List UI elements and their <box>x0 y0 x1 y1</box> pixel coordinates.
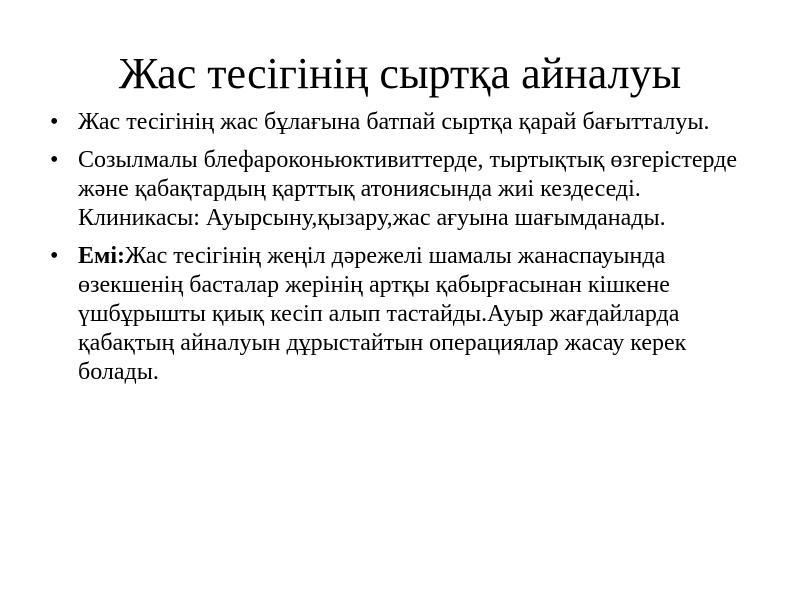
treatment-label: Емі: <box>78 243 126 269</box>
bullet-list <box>48 108 738 396</box>
slide-title: Жас тесігінің сыртқа айналуы <box>118 49 682 98</box>
bullet-item-3 <box>48 242 738 387</box>
bullet-icon: • <box>50 109 59 135</box>
bullet-text: Созылмалы блефароконьюктивиттерде, тыртықтық өзгерістерде және қабақтардың қарттық атониясында жиі кездеседі. Клиникасы: Ауырсыну,қызару,жас ағуына шағымданады. <box>78 147 738 231</box>
bullet-text: Жас тесігінің жас бұлағына батпай сыртқа қарай бағытталуы. <box>78 109 710 135</box>
bullet-text: Жас тесігінің жеңіл дәрежелі шамалы жанаспауында өзекшенің басталар жерінің артқы қабырғасынан кішкене үшбұрышты қиық кесіп алып тастайды.Ауыр жағдайларда қабақтың айналуын дұрыстайтын операциялар жасау керек болады. <box>78 243 687 385</box>
bullet-item-1 <box>48 108 738 137</box>
bullet-icon: • <box>50 147 59 173</box>
bullet-icon: • <box>50 243 59 269</box>
bullet-item-2 <box>48 146 738 233</box>
